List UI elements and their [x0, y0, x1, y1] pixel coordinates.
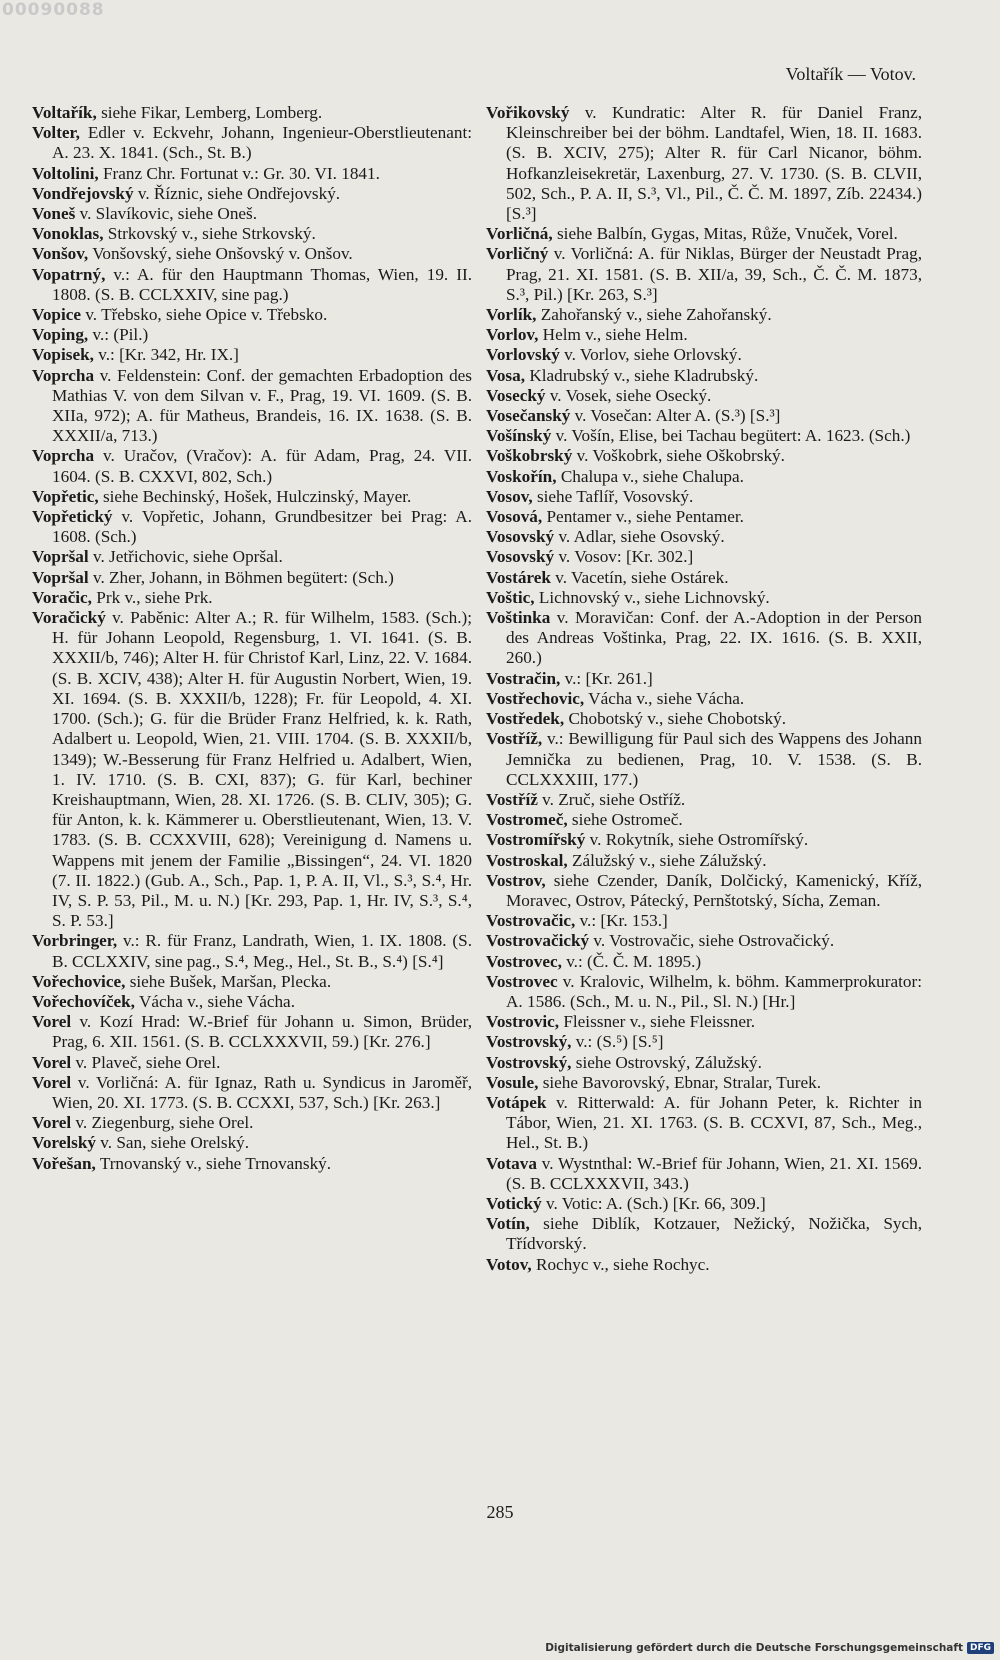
- dictionary-entry: [486, 1053, 922, 1073]
- entry-headword: Vonšov,: [32, 244, 89, 264]
- dictionary-entry: [32, 244, 472, 264]
- entry-headword: Voltařík,: [32, 103, 97, 122]
- entry-headword: Vostrov,: [486, 870, 546, 890]
- entry-headword: Vostroskal,: [486, 850, 568, 870]
- entry-headword: Vorel: [32, 1052, 72, 1072]
- entry-headword: Vorlov,: [486, 325, 539, 345]
- entry-headword: Voštic,: [486, 587, 535, 607]
- dictionary-entry: [32, 204, 472, 224]
- entry-text: v. Slavíkovic, siehe Oneš.: [75, 204, 258, 224]
- entry-headword: Vostrovic,: [486, 1012, 560, 1032]
- entry-text: v. Vošín, Elise, bei Tachau begütert: A. 1623. (Sch.): [551, 426, 911, 446]
- dictionary-entry: [486, 224, 922, 244]
- entry-text: v. Vosečan: Alter A. (S.³) [S.³]: [570, 406, 781, 426]
- dictionary-entry: [32, 325, 472, 345]
- dictionary-entry: [32, 123, 472, 163]
- entry-text: v. Uračov, (Vračov): A. für Adam, Prag, 24. VII. 1604. (S. B. CXXVI, 802, Sch.): [52, 446, 472, 486]
- entry-text: v.: (S.⁵) [S.⁵]: [571, 1032, 664, 1052]
- dictionary-entry: [486, 952, 922, 972]
- entry-headword: Vopice: [32, 305, 82, 325]
- dictionary-entry: [486, 851, 922, 871]
- dictionary-entry: [486, 487, 922, 507]
- dictionary-entry: [486, 467, 922, 487]
- dictionary-entry: [486, 386, 922, 406]
- entry-text: v. Wystnthal: W.-Brief für Johann, Wien, 21. XI. 1569. (S. B. CCLXXXVII, 343.): [506, 1153, 922, 1193]
- entry-headword: Vosovský: [486, 547, 555, 567]
- entry-headword: Votov,: [486, 1254, 532, 1274]
- entry-text: siehe Czender, Daník, Dolčický, Kamenický, Kříž, Moravec, Ostrov, Pátecký, Pernštotský, Sícha, Zeman.: [506, 870, 922, 910]
- dictionary-entry: [32, 568, 472, 588]
- dictionary-entry: [486, 810, 922, 830]
- entry-headword: Vostárek: [486, 567, 551, 587]
- entry-text: v. Vorlov, siehe Orlovský.: [559, 345, 742, 365]
- entry-text: Vácha v., siehe Vácha.: [134, 991, 295, 1011]
- dictionary-entry: [32, 1053, 472, 1073]
- entry-headword: Vostrovský,: [486, 1032, 572, 1052]
- entry-text: v. Ziegenburg, siehe Orel.: [71, 1113, 254, 1133]
- entry-text: v.: [Kr. 153.]: [575, 911, 668, 931]
- entry-text: v.: (Pil.): [88, 325, 149, 345]
- entry-headword: Vošínský: [486, 426, 552, 446]
- dictionary-entry: [486, 669, 922, 689]
- right-column: [486, 103, 922, 1275]
- entry-text: v. Vosov: [Kr. 302.]: [554, 547, 694, 567]
- entry-headword: Volter,: [32, 123, 80, 143]
- entry-headword: Vostříž: [486, 789, 538, 809]
- dictionary-entry: [486, 345, 922, 365]
- entry-text: v. Zher, Johann, in Böhmen begütert: (Sch.): [88, 567, 394, 587]
- entry-text: siehe Bušek, Maršan, Plecka.: [125, 971, 332, 991]
- entry-headword: Vostrovec,: [486, 951, 562, 971]
- entry-headword: Vořikovský: [486, 103, 570, 122]
- dictionary-entry: [32, 507, 472, 547]
- entry-headword: Vostříž,: [486, 729, 543, 749]
- entry-text: siehe Taflíř, Vosovský.: [532, 486, 694, 506]
- entry-headword: Votický: [486, 1193, 542, 1213]
- entry-headword: Vondřejovský: [32, 183, 134, 203]
- entry-headword: Voskořín,: [486, 466, 557, 486]
- dictionary-entry: [486, 709, 922, 729]
- entry-headword: Vořešan,: [32, 1153, 96, 1173]
- entry-text: v. Kundratic: Alter R. für Daniel Franz, Kleinschreiber bei der böhm. Landtafel, Wien, 18. II. 1683. (S. B. XCIV, 275); Alter R. für Carl Nicanor, böhm. Hofkanzleisekretär, Laxenburg, 27. V. 1730. (S. B. CLVII, 502, Sch., P. A. II, S.³, Vl., Pil., Č. Č. M. 1897, Zíb. 22434.) [S.³]: [506, 103, 922, 224]
- entry-headword: Vostřechovic,: [486, 688, 585, 708]
- entry-text: v.: A. für den Hauptmann Thomas, Wien, 19. II. 1808. (S. B. CCLXXIV, sine pag.): [52, 264, 472, 304]
- dfg-logo: DFG: [967, 1642, 994, 1654]
- entry-text: v. Kralovic, Wilhelm, k. böhm. Kammerprokurator: A. 1586. (Sch., M. u. N., Pil., Sl. N.) [Hr.]: [506, 971, 922, 1011]
- entry-headword: Vosule,: [486, 1072, 539, 1092]
- dictionary-entry: [32, 1154, 472, 1174]
- entry-text: siehe Bechinský, Hošek, Hulczinský, Mayer.: [98, 486, 412, 506]
- entry-text: siehe Balbín, Gygas, Mitas, Růže, Vnuček, Vorel.: [552, 224, 898, 244]
- entry-text: Edler v. Eckvehr, Johann, Ingenieur-Oberstlieutenant: A. 23. X. 1841. (Sch., St. B.): [52, 123, 472, 163]
- entry-headword: Vonoklas,: [32, 224, 104, 244]
- entry-text: v. Kozí Hrad: W.-Brief für Johann u. Simon, Brüder, Prag, 6. XII. 1561. (S. B. CCLXXXVII, 59.) [Kr. 276.]: [52, 1012, 472, 1052]
- entry-text: siehe Ostromeč.: [567, 810, 683, 830]
- entry-headword: Voštinka: [486, 608, 551, 628]
- entry-headword: Voltolini,: [32, 163, 99, 183]
- entry-headword: Vopřetický: [32, 507, 113, 527]
- entry-headword: Vorel: [32, 1113, 72, 1133]
- dictionary-entry: [486, 1255, 922, 1275]
- entry-headword: Vopršal: [32, 547, 89, 567]
- entry-text: v.: (Č. Č. M. 1895.): [561, 951, 702, 971]
- dictionary-entry: [486, 1154, 922, 1194]
- entry-text: Zahořanský v., siehe Zahořanský.: [536, 305, 772, 325]
- entry-headword: Voneš: [32, 204, 76, 224]
- entry-text: v.: [Kr. 342, Hr. IX.]: [93, 345, 239, 365]
- dictionary-entry: [486, 588, 922, 608]
- dictionary-entry: [486, 366, 922, 386]
- entry-headword: Vorbringer,: [32, 931, 118, 951]
- entry-headword: Vorlovský: [486, 345, 560, 365]
- entry-text: v. Adlar, siehe Osovský.: [554, 527, 725, 547]
- dictionary-entry: [32, 588, 472, 608]
- entry-text: siehe Diblík, Kotzauer, Nežický, Nožička, Sych, Třídvorský.: [506, 1214, 922, 1254]
- dictionary-entry: [486, 446, 922, 466]
- entry-text: siehe Fikar, Lemberg, Lomberg.: [96, 103, 323, 122]
- dictionary-entry: [32, 366, 472, 447]
- entry-headword: Vostromířský: [486, 830, 586, 850]
- dictionary-entry: [32, 446, 472, 486]
- entry-text: v. San, siehe Orelský.: [96, 1133, 250, 1153]
- entry-text: Strkovský v., siehe Strkovský.: [103, 224, 316, 244]
- entry-headword: Vostrovačický: [486, 931, 590, 951]
- entry-headword: Vopisek,: [32, 345, 94, 365]
- dictionary-entry: [32, 608, 472, 931]
- dictionary-entry: [486, 1073, 922, 1093]
- entry-headword: Voprcha: [32, 365, 95, 385]
- running-head: Voltařík — Votov.: [785, 64, 916, 84]
- entry-text: v. Vosek, siehe Osecký.: [545, 385, 712, 405]
- entry-text: v. Vopřetic, Johann, Grundbesitzer bei Prag: A. 1608. (Sch.): [52, 507, 472, 547]
- entry-headword: Vosová,: [486, 507, 543, 527]
- entry-headword: Vopřetic,: [32, 486, 99, 506]
- entry-headword: Vorlík,: [486, 305, 537, 325]
- dictionary-entry: [32, 305, 472, 325]
- entry-headword: Vořechovíček,: [32, 991, 135, 1011]
- entry-text: v. Voškobrk, siehe Oškobrský.: [572, 446, 785, 466]
- entry-headword: Vostrovačic,: [486, 911, 576, 931]
- dictionary-entry: [486, 426, 922, 446]
- entry-text: Zálužský v., siehe Zálužský.: [567, 850, 767, 870]
- dictionary-entry: [32, 972, 472, 992]
- entry-headword: Vorel: [32, 1012, 72, 1032]
- entry-headword: Vostromeč,: [486, 810, 568, 830]
- footer: [545, 1642, 994, 1654]
- entry-text: Fleissner v., siehe Fleissner.: [559, 1012, 756, 1032]
- entry-headword: Vosecký: [486, 385, 546, 405]
- dictionary-entry: [486, 244, 922, 305]
- entry-text: Vácha v., siehe Vácha.: [584, 688, 745, 708]
- dictionary-entry: [486, 1032, 922, 1052]
- footer-text: Digitalisierung gefördert durch die Deutsche Forschungsgemeinschaft: [545, 1642, 963, 1654]
- dictionary-entry: [32, 487, 472, 507]
- entry-text: v.: [Kr. 261.]: [560, 668, 653, 688]
- dictionary-entry: [486, 507, 922, 527]
- entry-text: Vonšovský, siehe Onšovský v. Onšov.: [88, 244, 353, 264]
- entry-text: v. Vorličná: A. für Ignaz, Rath u. Syndicus in Jaroměř, Wien, 20. XI. 1773. (S. B. CCXXI, 537, Sch.) [Kr. 263.]: [52, 1072, 472, 1112]
- entry-text: Helm v., siehe Helm.: [538, 325, 688, 345]
- entry-headword: Voračic,: [32, 587, 92, 607]
- entry-headword: Voračický: [32, 608, 106, 628]
- dictionary-entry: [486, 689, 922, 709]
- dictionary-entry: [32, 1133, 472, 1153]
- entry-text: v. Vacetín, siehe Ostárek.: [550, 567, 729, 587]
- entry-text: Prk v., siehe Prk.: [91, 587, 213, 607]
- entry-headword: Votava: [486, 1153, 537, 1173]
- dictionary-entry: [486, 406, 922, 426]
- dictionary-entry: [486, 911, 922, 931]
- entry-text: Pentamer v., siehe Pentamer.: [542, 507, 744, 527]
- dictionary-entry: [486, 527, 922, 547]
- entry-headword: Voškobrský: [486, 446, 573, 466]
- dictionary-entry: [32, 931, 472, 971]
- entry-text: v.: R. für Franz, Landrath, Wien, 1. IX. 1808. (S. B. CCLXXIV, sine pag., S.⁴, Meg., Hel., St. B., S.⁴) [S.⁴]: [52, 931, 472, 971]
- entry-text: siehe Bavorovský, Ebnar, Stralar, Turek.: [538, 1072, 822, 1092]
- entry-headword: Vosov,: [486, 486, 533, 506]
- entry-text: v. Vostrovačic, siehe Ostrovačický.: [589, 931, 835, 951]
- scan-id-watermark: 00090088: [2, 0, 105, 20]
- dictionary-entry: [32, 265, 472, 305]
- dictionary-entry: [32, 547, 472, 567]
- entry-headword: Vopršal: [32, 567, 89, 587]
- entry-text: v.: Bewilligung für Paul sich des Wappens des Johann Jemnička zu bedienen, Prag, 10. V. 1538. (S. B. CCLXXXIII, 177.): [506, 729, 922, 789]
- dictionary-entry: [486, 871, 922, 911]
- entry-headword: Vostředek,: [486, 709, 565, 729]
- entry-headword: Vostračin,: [486, 668, 561, 688]
- entry-headword: Votápek: [486, 1092, 547, 1112]
- entry-text: v. Moravičan: Conf. der A.-Adoption in der Person des Andreas Voštinka, Prag, 22. IX. 1616. (S. B. XXII, 260.): [506, 608, 922, 668]
- entry-text: Trnovanský v., siehe Trnovanský.: [95, 1153, 332, 1173]
- entry-text: v. Paběnic: Alter A.; R. für Wilhelm, 1583. (Sch.); H. für Johann Leopold, Regensburg, 1. VI. 1641. (S. B. XXXII/b, 746); Alter H. für Christof Karl, Linz, 22. V. 1684. (S. B. XCIV, 438); Alter H. für Augustin Norbert, Wien, 19. XI. 1694. (S. B. XXXII/b, 1228); Fr. für Leopold, 4. XI. 1700. (Sch.); G. für die Brüder Franz Helfried, k. k. Rath, Adalbert u. Leopold, Wien, 21. VIII. 1704. (S. B. XXXII/b, 1349); W.-Besserung für Franz Helfried u. Adalbert, Wien, 1. IV. 1710. (S. B. CXI, 837); G. für Karl, bechiner Kreishauptmann, Wien, 28. XI. 1726. (S. B. CLIV, 305); G. für Anton, k. k. Kämmerer u. Oberstlieutenant, Wien, 13. V. 1783. (S. B. CCXXVIII, 628); Vereinigung d. Namens u. Wappens mit jenem der Familie „Bissingen“, 24. VI. 1820 (7. II. 1822.) (Gub. A., Sch., Pap. 1, P. A. II, Vl., S.³, S.⁴, Hr. IV, S. P. 53, Pil., M. u. N.) [Kr. 293, Pap. 1, Hr. IV, S.³, S.⁴, S. P. 53.]: [52, 608, 472, 931]
- entry-text: v. Jetřichovic, siehe Opršal.: [88, 547, 283, 567]
- left-column: [32, 103, 472, 1174]
- entry-text: Chobotský v., siehe Chobotský.: [564, 709, 786, 729]
- dictionary-entry: [32, 992, 472, 1012]
- entry-headword: Vořechovice,: [32, 971, 126, 991]
- entry-text: v. Rokytník, siehe Ostromířský.: [585, 830, 809, 850]
- entry-headword: Voprcha: [32, 446, 95, 466]
- dictionary-entry: [486, 103, 922, 224]
- dictionary-entry: [486, 305, 922, 325]
- dictionary-entry: [486, 608, 922, 669]
- entry-text: Franz Chr. Fortunat v.: Gr. 30. VI. 1841.: [98, 163, 380, 183]
- dictionary-entry: [486, 1194, 922, 1214]
- entry-headword: Vorličná,: [486, 224, 553, 244]
- dictionary-entry: [486, 547, 922, 567]
- dictionary-entry: [32, 224, 472, 244]
- entry-text: v. Votic: A. (Sch.) [Kr. 66, 309.]: [541, 1193, 766, 1213]
- entry-headword: Vorelský: [32, 1133, 96, 1153]
- dictionary-entry: [32, 164, 472, 184]
- entry-headword: Voping,: [32, 325, 89, 345]
- entry-text: Rochyc v., siehe Rochyc.: [531, 1254, 710, 1274]
- entry-text: v. Vorličná: A. für Niklas, Bürger der Neustadt Prag, Prag, 21. XI. 1581. (S. B. XII/a, 39, Sch., Č. Č. M. 1873, S.³, Pil.) [Kr. 263, S.³]: [506, 244, 922, 304]
- entry-headword: Vosečanský: [486, 406, 571, 426]
- dictionary-entry: [486, 790, 922, 810]
- entry-text: Kladrubský v., siehe Kladrubský.: [525, 365, 759, 385]
- entry-text: v. Feldenstein: Conf. der gemachten Erbadoption des Mathias V. von dem Silvan v. F., Prag, 19. VI. 1609. (S. B. XIIa, 972); A. für Matheus, Brandeis, 16. IX. 1638. (S. B. XXXII/a, 713.): [52, 365, 472, 446]
- entry-text: Chalupa v., siehe Chalupa.: [556, 466, 744, 486]
- dictionary-entry: [32, 184, 472, 204]
- dictionary-entry: [486, 568, 922, 588]
- entry-headword: Vostrovský,: [486, 1052, 572, 1072]
- entry-headword: Vopatrný,: [32, 264, 106, 284]
- entry-text: v. Ritterwald: A. für Johann Peter, k. Richter in Tábor, Wien, 21. XI. 1763. (S. B. CCXVI, 87, Sch., Meg., Hel., St. B.): [506, 1092, 922, 1153]
- entry-headword: Vostrovec: [486, 971, 558, 991]
- entry-text: v. Říznic, siehe Ondřejovský.: [133, 183, 341, 203]
- entry-text: v. Zruč, siehe Ostříž.: [537, 789, 686, 809]
- dictionary-entry: [32, 1073, 472, 1113]
- entry-headword: Vosovský: [486, 527, 555, 547]
- entry-text: siehe Ostrovský, Zálužský.: [571, 1052, 762, 1072]
- entry-text: Lichnovský v., siehe Lichnovský.: [534, 587, 770, 607]
- dictionary-entry: [32, 1012, 472, 1052]
- entry-text: v. Plaveč, siehe Orel.: [71, 1052, 221, 1072]
- dictionary-entry: [486, 972, 922, 1012]
- dictionary-entry: [486, 325, 922, 345]
- page-number: 285: [486, 1502, 514, 1522]
- dictionary-entry: [32, 1113, 472, 1133]
- dictionary-entry: [32, 345, 472, 365]
- dictionary-entry: [486, 1093, 922, 1154]
- entry-headword: Vorel: [32, 1072, 72, 1092]
- dictionary-entry: [486, 729, 922, 790]
- entry-text: v. Třebsko, siehe Opice v. Třebsko.: [81, 305, 328, 325]
- dictionary-entry: [486, 931, 922, 951]
- dictionary-entry: [486, 1214, 922, 1254]
- entry-headword: Vosa,: [486, 365, 526, 385]
- dictionary-entry: [486, 1012, 922, 1032]
- entry-headword: Vorličný: [486, 244, 549, 264]
- dictionary-entry: [32, 103, 472, 123]
- dictionary-entry: [486, 830, 922, 850]
- entry-headword: Votín,: [486, 1214, 530, 1234]
